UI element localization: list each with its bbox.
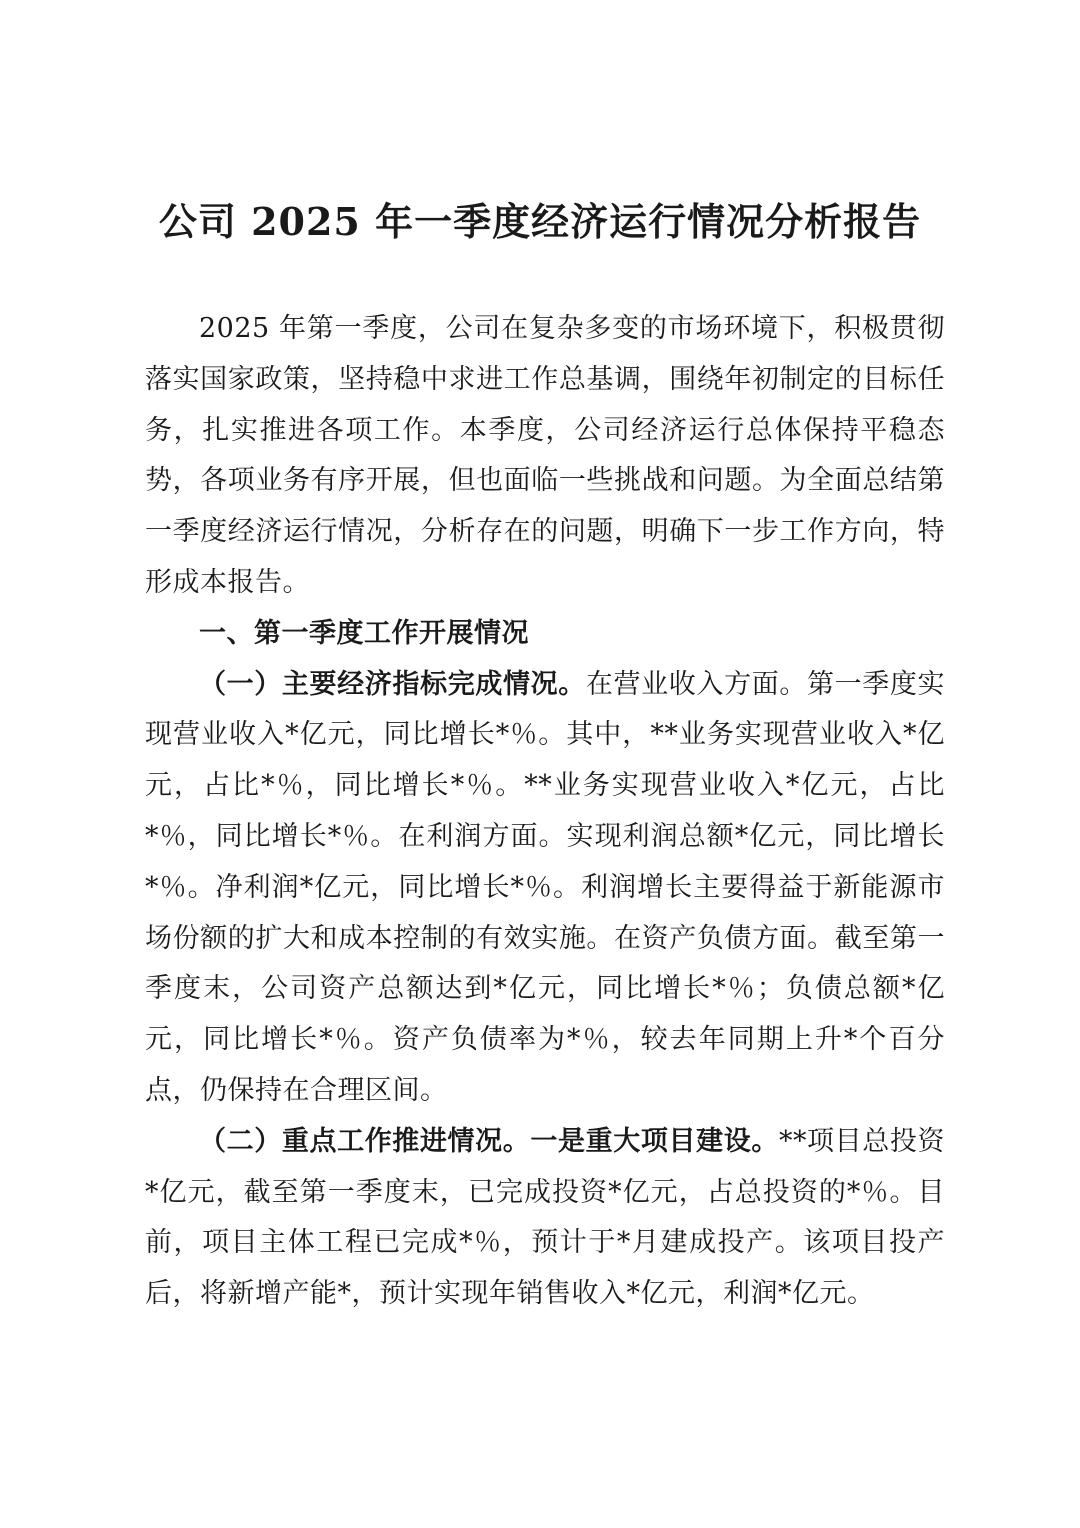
- intro-paragraph: 2025 年第一季度，公司在复杂多变的市场环境下，积极贯彻落实国家政策，坚持稳中求进工作总基调，围绕年初制定的目标任务，扎实推进各项工作。本季度，公司经济运行总体保持平稳态势，各项业务有序开展，但也面临一些挑战和问题。为全面总结第一季度经济运行情况，分析存在的问题，明确下一步工作方向，特形成本报告。: [145, 313, 945, 598]
- subsection-text-2: **项目总投资*亿元，截至第一季度末，已完成投资*亿元，占总投资的*％。目前，项目主体工程已完成*％，预计于*月建成投产。该项目投产后，将新增产能*，预计实现年销售收入*亿元，利润*亿元。: [145, 1125, 946, 1310]
- paragraph-economic-indicators: [145, 660, 945, 1117]
- subsection-lead-1: （一）主要经济指标完成情况。: [199, 668, 586, 700]
- document-title: 公司 2025 年一季度经济运行情况分析报告: [158, 199, 922, 244]
- document-body: [145, 304, 945, 1320]
- subsection-lead-2b: 一是重大项目建设。: [530, 1125, 779, 1157]
- section-heading-1: 一、第一季度工作开展情况: [199, 617, 529, 649]
- paragraph-key-work: [145, 1117, 945, 1320]
- subsection-text-1: 在营业收入方面。第一季度实现营业收入*亿元，同比增长*％。其中，**业务实现营业收入*亿元，占比*％，同比增长*％。**业务实现营业收入*亿元，占比*％，同比增长*％。在利润方面。实现利润总额*亿元，同比增长*％。净利润*亿元，同比增长*％。利润增长主要得益于新能源市场份额的扩大和成本控制的有效实施。在资产负债方面。截至第一季度末，公司资产总额达到*亿元，同比增长*％；负债总额*亿元，同比增长*％。资产负债率为*％，较去年同期上升*个百分点，仍保持在合理区间。: [145, 668, 946, 1106]
- subsection-lead-2: （二）重点工作推进情况。: [199, 1125, 531, 1157]
